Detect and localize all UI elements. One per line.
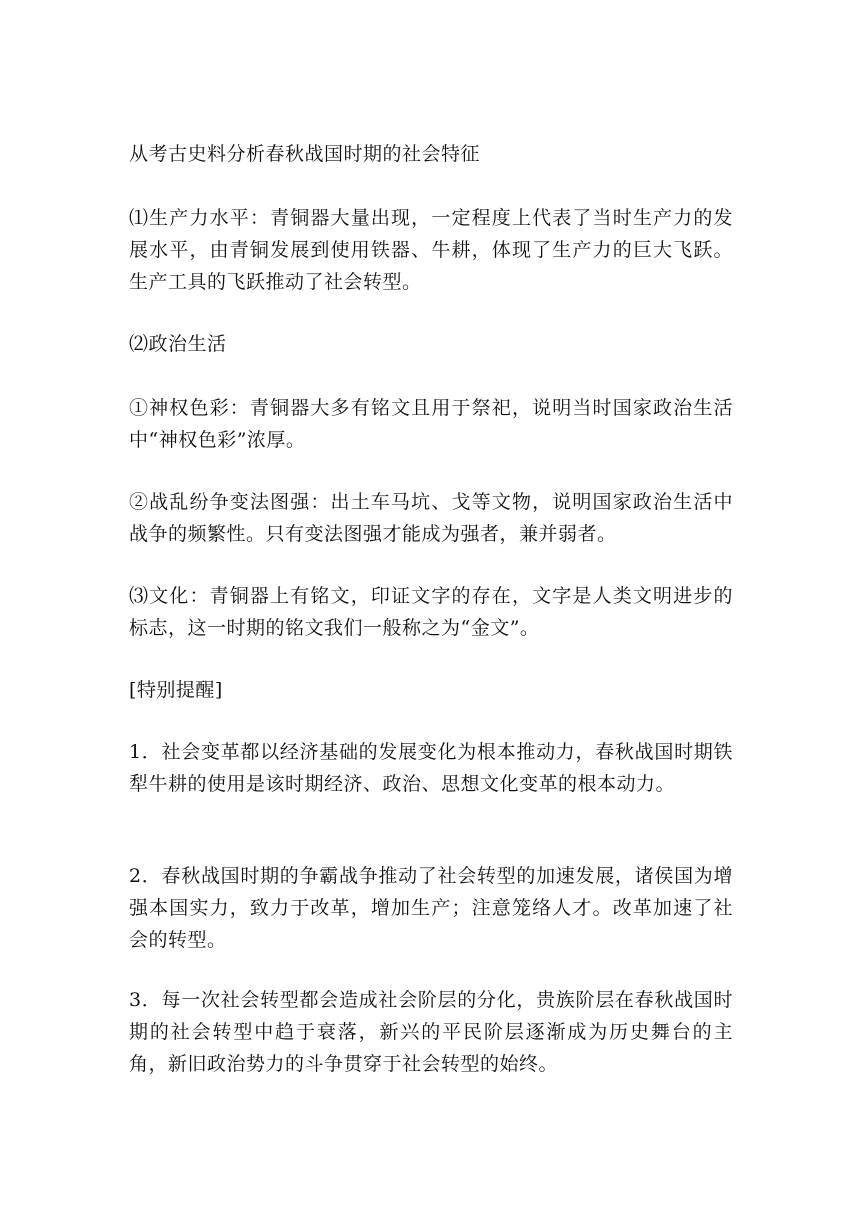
document-title: 从考古史料分析春秋战国时期的社会特征 xyxy=(129,143,481,165)
paragraph-culture: ⑶文化：青铜器上有铭文，印证文字的存在，文字是人类文明进步的标志，这一时期的铭文我们一般称之为“金文”。 xyxy=(129,585,733,639)
reminder-note-2: 2．春秋战国时期的争霸战争推动了社会转型的加速发展，诸侯国为增强本国实力，致力于改革，增加生产；注意笼络人才。改革加速了社会的转型。 xyxy=(129,865,733,951)
reminder-note-3: 3．每一次社会转型都会造成社会阶层的分化，贵族阶层在春秋战国时期的社会转型中趋于衰落，新兴的平民阶层逐渐成为历史舞台的主角，新旧政治势力的斗争贯穿于社会转型的始终。 xyxy=(129,989,733,1075)
paragraph-theocracy: ①神权色彩：青铜器大多有铭文且用于祭祀，说明当时国家政治生活中“神权色彩”浓厚。 xyxy=(129,397,733,451)
heading-politics: ⑵政治生活 xyxy=(129,333,227,355)
paragraph-productivity: ⑴生产力水平：青铜器大量出现，一定程度上代表了当时生产力的发展水平，由青铜发展到使用铁器、牛耕，体现了生产力的巨大飞跃。生产工具的飞跃推动了社会转型。 xyxy=(129,207,733,293)
reminder-note-1: 1．社会变革都以经济基础的发展变化为根本推动力，春秋战国时期铁犁牛耕的使用是该时期经济、政治、思想文化变革的根本动力。 xyxy=(129,741,733,795)
paragraph-war-reform: ②战乱纷争变法图强：出土车马坑、戈等文物，说明国家政治生活中战争的频繁性。只有变法图强才能成为强者，兼并弱者。 xyxy=(129,491,733,545)
heading-special-reminder: [特别提醒] xyxy=(129,679,223,701)
